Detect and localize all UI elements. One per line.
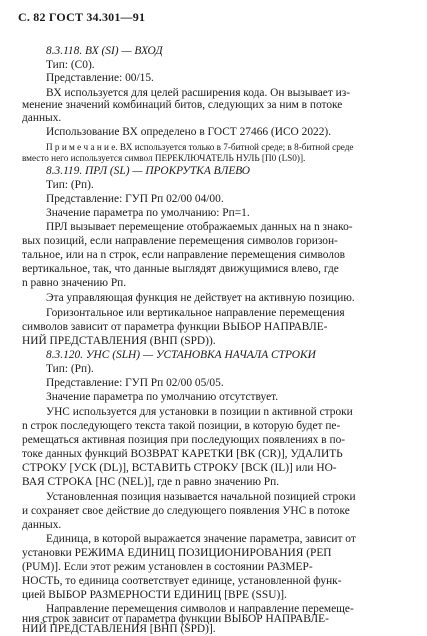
text-line: Направление перемещения символов и направление перемеще- <box>46 603 354 615</box>
text-line: НИЙ ПРЕДСТАВЛЕНИЯ [ВНП (SPD)]. <box>22 623 216 635</box>
text-line: УНС используется для установки в позиции n активной строки <box>46 406 353 418</box>
text-line: Тип: (С0). <box>46 59 95 71</box>
text-line: Использование ВХ определено в ГОСТ 27466 (ИСО 2022). <box>46 126 332 138</box>
note-line: вместо него используется символ ПЕРЕКЛЮЧАТЕЛЬ НУЛЬ [П0 (LS0)]. <box>22 153 306 163</box>
text-line: СТРОКУ [УСК (DL)], ВСТАВИТЬ СТРОКУ [ВСК (IL)] или НО- <box>22 462 337 474</box>
text-line: ПРЛ вызывает перемещение отображаемых данных на n знако- <box>46 221 353 233</box>
section-heading: 8.3.118. ВХ (SI) — ВХОД <box>46 45 163 57</box>
text-line: ремещаться активная позиция при последующих появлениях в по- <box>22 434 346 446</box>
text-line: ния строк зависит от параметра функции ВЫБОР НАПРАВЛЕ- <box>22 613 329 625</box>
text-line: Установленная позиция называется начальной позицией строки <box>46 491 356 503</box>
text-line: Эта управляющая функция не действует на активную позицию. <box>46 292 355 304</box>
note-line: П р и м е ч а н и е. ВХ используется только в 7-битной среде; в 8-битной среде <box>46 142 354 152</box>
text-line: и сохраняет свое действие до следующего появления УНС в потоке <box>22 505 350 517</box>
text-line: Тип: (Рп). <box>46 363 94 375</box>
text-line: Единица, в которой выражается значение параметра, зависит от <box>46 533 356 545</box>
text-line: данных. <box>22 519 62 531</box>
text-line: токе данных функций ВОЗВРАТ КАРЕТКИ [ВК (CR)], УДАЛИТЬ <box>22 448 343 460</box>
text-line: НИЙ ПРЕДСТАВЛЕНИЯ (ВНП (SPD)). <box>22 335 216 347</box>
text-line: Представление: ГУП Рп 02/00 05/05. <box>46 377 224 389</box>
text-line: Представление: ГУП Рп 02/00 04/00. <box>46 193 224 205</box>
section-heading: 8.3.119. ПРЛ (SL) — ПРОКРУТКА ВЛЕВО <box>46 165 250 177</box>
text-line: данных. <box>22 112 62 124</box>
text-line: Значение параметра по умолчанию отсутствует. <box>46 391 279 403</box>
text-line: НОСТЬ, то единица соответствует единице, установленной функ- <box>22 575 342 587</box>
text-line: n равно значению Рп. <box>22 277 127 289</box>
text-line: Значение параметра по умолчанию: Рп=1. <box>46 207 250 219</box>
text-line: символов зависит от параметра функции ВЫБОР НАПРАВЛЕ- <box>22 321 328 333</box>
text-line: ВАЯ СТРОКА [НС (NEL)], где n равно значению Рп. <box>22 476 280 488</box>
text-line: Горизонтальное или вертикальное направление перемещения <box>46 307 345 319</box>
text-line: Тип: (Рп). <box>46 179 94 191</box>
section-heading: 8.3.120. УНС (SLH) — УСТАНОВКА НАЧАЛА СТРОКИ <box>46 349 316 361</box>
text-line: вых позиций, если направление перемещения символов горизон- <box>22 235 338 247</box>
page-header: С. 82 ГОСТ 34.301—91 <box>18 10 146 24</box>
text-line: Представление: 00/15. <box>46 72 154 84</box>
text-line: (PUM)]. Если этот режим установлен в состоянии РАЗМЕР- <box>22 561 313 573</box>
text-line: ВХ используется для целей расширения кода. Он вызывает из- <box>46 87 351 99</box>
text-line: вертикальное, так, что данные выглядят движущимися влево, где <box>22 263 339 275</box>
text-line: установки РЕЖИМА ЕДИНИЦ ПОЗИЦИОНИРОВАНИЯ (РЕП <box>22 547 332 559</box>
text-line: цией ВЫБОР РАЗМЕРНОСТИ ЕДИНИЦ [ВРЕ (SSU)]. <box>22 589 287 601</box>
text-line: n строк последующего текста такой позиции, в которую будет пе- <box>22 420 341 432</box>
text-line: тальное, или на n строк, если направление перемещения символов <box>22 249 346 261</box>
text-line: менение значений комбинаций битов, следующих за ним в потоке <box>22 99 343 111</box>
